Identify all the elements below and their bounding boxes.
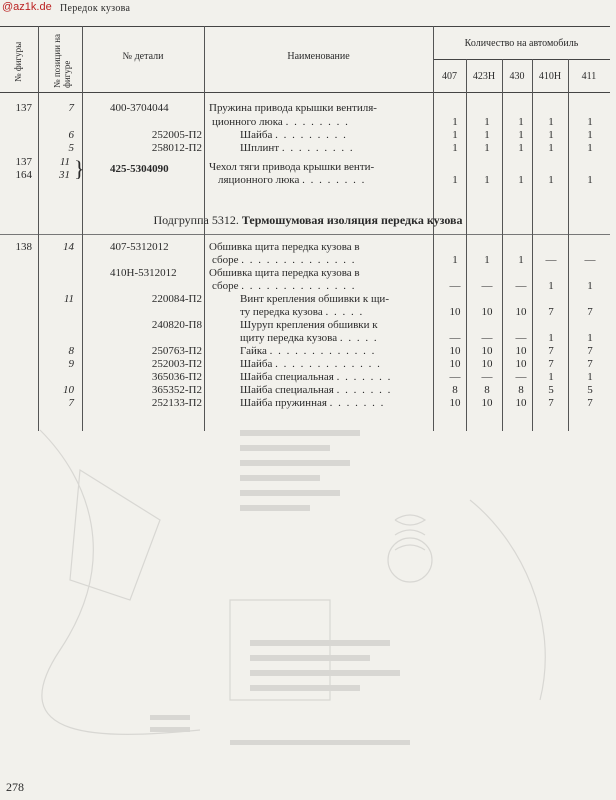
header-model: 407 [442, 71, 457, 82]
part-number: 365352-П2 [151, 384, 202, 396]
header-bottom-rule [0, 92, 610, 93]
qty: 10 [449, 306, 461, 318]
qty: — [515, 332, 527, 344]
col-divider-6 [502, 59, 503, 431]
col-divider-1 [38, 26, 39, 431]
page-number: 278 [6, 780, 24, 794]
part-name: Шуруп крепления обшивки к [240, 319, 378, 331]
qty: 5 [548, 384, 554, 396]
qty: 7 [548, 306, 554, 318]
subgroup-heading: Подгруппа 5312. Термошумовая изоляция передка кузова [153, 213, 463, 227]
position-number: 8 [68, 345, 74, 357]
qty: 7 [587, 345, 593, 357]
qty: 7 [548, 358, 554, 370]
qty: 10 [449, 358, 461, 370]
qty: 1 [587, 332, 593, 344]
header-fig-no: № фигуры [13, 41, 23, 82]
qty: 7 [548, 345, 554, 357]
qty-header-rule [433, 59, 610, 60]
qty: 10 [449, 397, 461, 409]
qty: 1 [548, 280, 554, 292]
qty: 1 [587, 129, 593, 141]
position-number: 5 [68, 142, 74, 154]
header-model: 430 [509, 71, 525, 82]
part-name: Чехол тяги привода крышки венти- [209, 161, 375, 173]
part-number: 425-5304090 [110, 163, 169, 175]
qty: — [449, 332, 461, 344]
qty: 1 [452, 129, 458, 141]
position-number: 10 [63, 384, 74, 396]
part-name: Шайба специальная . . . . . . . [240, 384, 392, 396]
qty: 1 [548, 371, 554, 383]
qty: 1 [518, 254, 524, 266]
part-name: Пружина привода крышки вентиля- [209, 102, 377, 114]
part-name: Обшивка щита передка кузова в [209, 241, 360, 253]
part-name: Шайба пружинная . . . . . . . [240, 397, 385, 409]
header-pos-no: № позиции на фигуре [52, 33, 72, 88]
qty: 10 [481, 397, 493, 409]
qty: — [584, 254, 596, 266]
col-divider-8 [568, 59, 569, 431]
part-name-cont: ту передка кузова . . . . . [240, 306, 364, 318]
position-number: 9 [68, 358, 74, 370]
part-number: 410Н-5312012 [110, 267, 177, 279]
qty: 1 [587, 174, 593, 186]
qty: — [481, 371, 493, 383]
col-divider-3 [204, 26, 205, 431]
part-name-cont: сборе . . . . . . . . . . . . . . [212, 254, 356, 266]
qty: 10 [515, 397, 527, 409]
qty: 10 [515, 358, 527, 370]
qty: 1 [484, 142, 490, 154]
qty: 1 [518, 174, 524, 186]
qty: 1 [548, 332, 554, 344]
header-qty: Количество на автомобиль [464, 38, 579, 49]
part-name: Шайба специальная . . . . . . . [240, 371, 392, 383]
part-number: 220084-П2 [151, 293, 202, 305]
qty: 1 [452, 254, 458, 266]
watermark: @az1k.de [2, 1, 52, 13]
qty: 1 [587, 371, 593, 383]
part-name: Винт крепления обшивки к щи- [240, 293, 389, 305]
qty: 8 [484, 384, 490, 396]
qty: 7 [548, 397, 554, 409]
fig-number: 137 [15, 156, 32, 168]
qty: 1 [484, 174, 490, 186]
fig-number: 138 [15, 241, 32, 253]
table-top-rule [0, 26, 610, 27]
position-number: 14 [63, 241, 74, 253]
qty: 7 [587, 358, 593, 370]
header-part-no: № детали [122, 51, 164, 62]
part-name-cont: ционного люка . . . . . . . . [212, 116, 350, 128]
qty: — [545, 254, 557, 266]
position-number: 7 [68, 102, 74, 114]
part-name: Гайка . . . . . . . . . . . . . [240, 345, 376, 357]
part-name: Шайба . . . . . . . . . [240, 129, 348, 141]
col-divider-4 [433, 26, 434, 431]
qty: 1 [484, 116, 490, 128]
qty: 1 [587, 280, 593, 292]
qty: 10 [515, 345, 527, 357]
qty: 1 [587, 116, 593, 128]
header-name: Наименование [287, 51, 350, 62]
part-number: 365036-П2 [151, 371, 202, 383]
qty: 8 [518, 384, 524, 396]
part-number: 407-5312012 [110, 241, 169, 253]
qty: — [449, 280, 461, 292]
part-number: 252133-П2 [151, 397, 202, 409]
qty: 1 [452, 174, 458, 186]
qty: 1 [452, 116, 458, 128]
part-name: Шплинт . . . . . . . . . [240, 142, 355, 154]
position-number: 7 [68, 397, 74, 409]
qty: 1 [548, 116, 554, 128]
position-number: 31 [59, 169, 70, 181]
header-model: 423Н [472, 71, 496, 82]
qty: 10 [481, 345, 493, 357]
subgroup-rule [0, 234, 610, 235]
qty: 1 [484, 254, 490, 266]
part-number: 400-3704044 [110, 102, 169, 114]
brace-icon: } [74, 156, 85, 181]
fig-number: 137 [15, 102, 32, 114]
part-name: Обшивка щита передка кузова в [209, 267, 360, 279]
qty: — [449, 371, 461, 383]
col-divider-2 [82, 26, 83, 431]
position-number: 6 [68, 129, 74, 141]
qty: 1 [484, 129, 490, 141]
qty: 10 [515, 306, 527, 318]
part-name-cont: сборе . . . . . . . . . . . . . . [212, 280, 356, 292]
qty: 10 [449, 345, 461, 357]
qty: — [481, 332, 493, 344]
part-number: 252003-П2 [151, 358, 202, 370]
qty: 1 [548, 174, 554, 186]
position-number: 11 [59, 156, 70, 168]
qty: 5 [587, 384, 593, 396]
qty: 7 [587, 306, 593, 318]
part-name-cont: щиту передка кузова . . . . . [240, 332, 379, 344]
qty: 1 [518, 142, 524, 154]
qty: 10 [481, 306, 493, 318]
qty: 1 [518, 116, 524, 128]
position-number: 11 [63, 293, 74, 305]
part-name-cont: ляционного люка . . . . . . . . [218, 174, 366, 186]
qty: 7 [587, 397, 593, 409]
qty: 1 [587, 142, 593, 154]
part-number: 258012-П2 [151, 142, 202, 154]
qty: 8 [452, 384, 458, 396]
part-name: Шайба . . . . . . . . . . . . . [240, 358, 382, 370]
qty: — [515, 371, 527, 383]
qty: 10 [481, 358, 493, 370]
qty: 1 [518, 129, 524, 141]
qty: 1 [548, 129, 554, 141]
part-number: 240820-П8 [151, 319, 202, 331]
qty: 1 [452, 142, 458, 154]
header-model: 411 [581, 71, 597, 82]
header-model: 410Н [538, 71, 562, 82]
running-head: Передок кузова [60, 3, 131, 14]
fig-number: 164 [15, 169, 32, 181]
qty: — [515, 280, 527, 292]
qty: — [481, 280, 493, 292]
part-number: 252005-П2 [151, 129, 202, 141]
part-number: 250763-П2 [151, 345, 202, 357]
qty: 1 [548, 142, 554, 154]
